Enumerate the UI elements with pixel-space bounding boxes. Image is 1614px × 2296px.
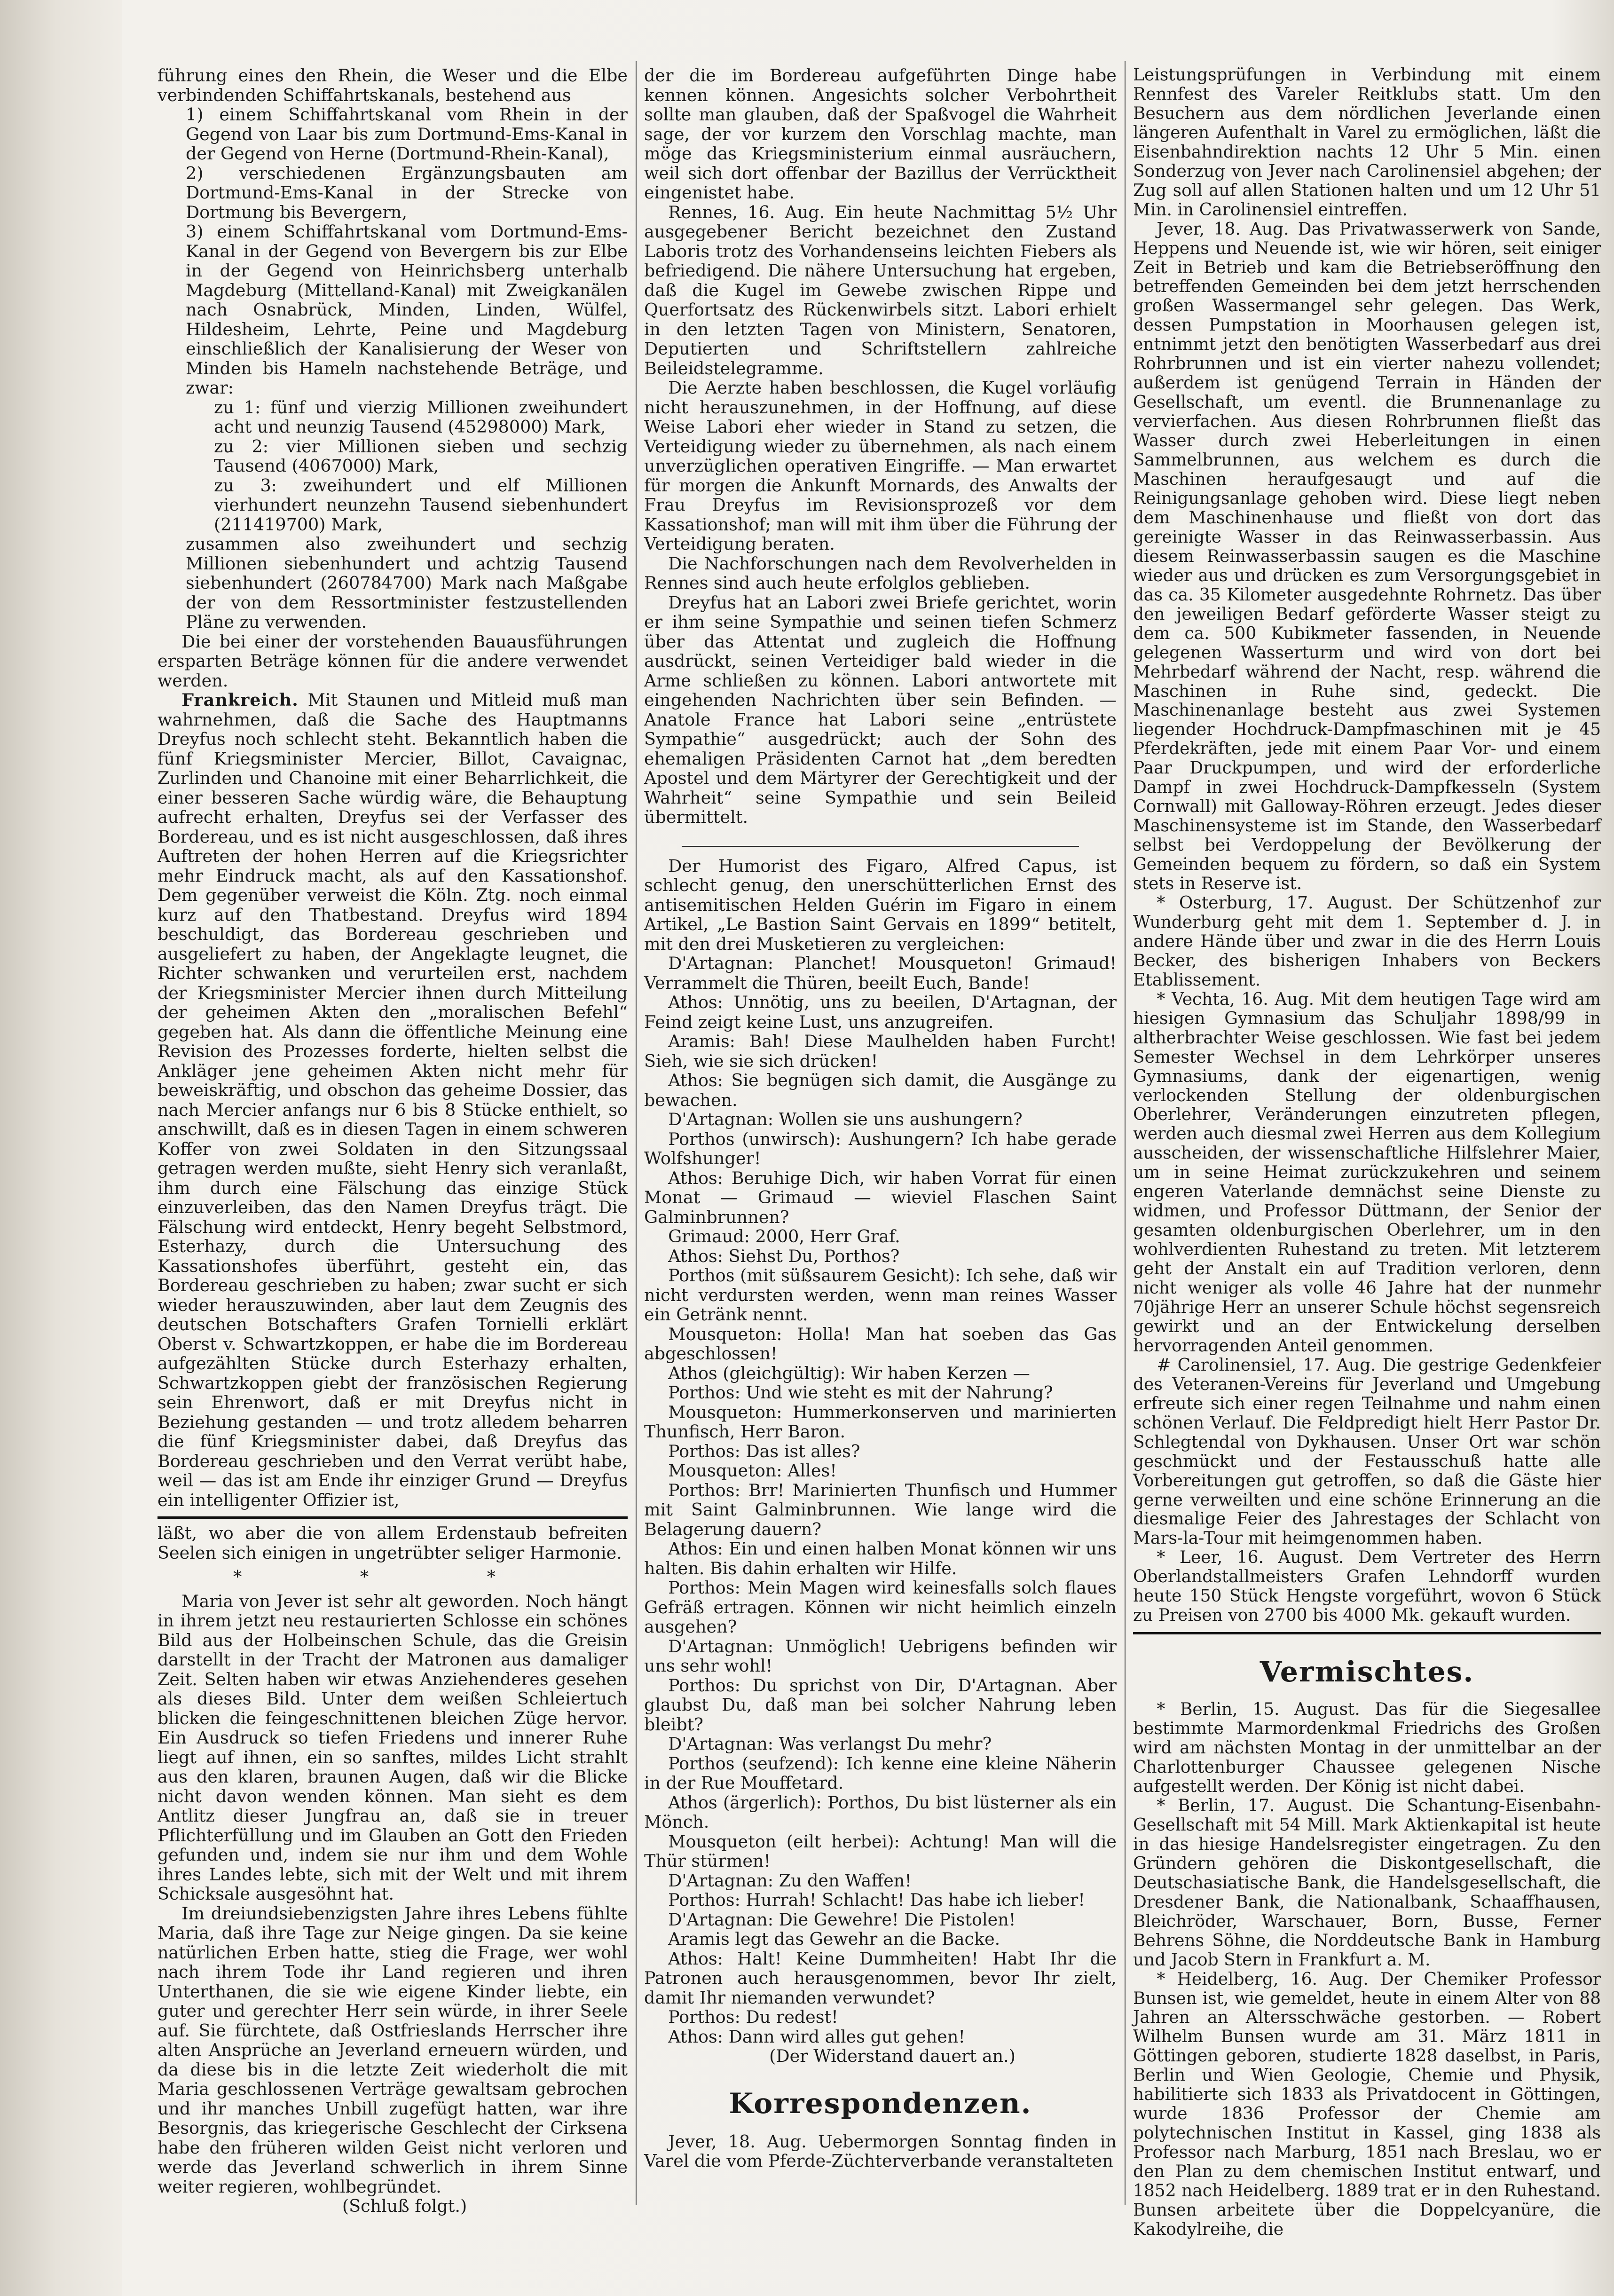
dialogue-line: Athos (gleichgültig): Wir haben Kerzen —: [668, 1363, 1030, 1383]
dialogue-line: Athos: Sie begnügen sich damit, die Ausgänge zu bewachen.: [644, 1070, 1117, 1110]
dialogue-line: Athos: Unnötig, uns zu beeilen, D'Artagnan, der Feind zeigt keine Lust, uns anzugreifen.: [644, 992, 1117, 1032]
carolinensiel-report: # Carolinensiel, 17. Aug. Die gestrige Gedenkfeier des Veteranen-Vereins für Jeverland und Umgebung erfreute sich einer regen Teilnahme und nahm einen schönen Verlauf. Die Feldpredigt hielt Herr Pastor Dr. Schlegtendal von Dykhausen. Unser Ort war schön geschmückt und der Festausschuß hatte alle Vorbereitungen gut getroffen, so daß die Gäste hier gerne verweilten und eine schöne Erinnerung an die diesmalige Feier des Jahrestages der Schlacht von Mars-la-Tour mit heimgenommen haben.: [1133, 1355, 1601, 1548]
dialogue-line: D'Artagnan: Planchet! Mousqueton! Grimaud! Verrammelt die Thüren, beeilt Euch, Bande!: [644, 953, 1117, 993]
dialogue-line: Athos (ärgerlich): Porthos, Du bist lüsterner als ein Mönch.: [644, 1792, 1117, 1832]
amount-3: zu 3: zweihundert und elf Millionen vierhundert neunzehn Tausend siebenhundert (211419700) Mark,: [214, 475, 628, 535]
widerstand-note: (Der Widerstand dauert an.): [769, 2046, 1016, 2066]
dialogue-line: Porthos: Und wie steht es mit der Nahrung?: [668, 1382, 1053, 1403]
aerzte-paragraph: Die Aerzte haben beschlossen, die Kugel vorläufig nicht herauszunehmen, in der Hoffnung, auf diese Weise Labori eher wieder in Stand zu setzen, die Verteidigung wieder zu übernehmen, als nach einem unverzüglichen operativen Eingriffe. — Man erwartet für morgen die Ankunft Mornards, des Anwalts der Frau Dreyfus im Revisionsprozeß vor dem Kassationshof; man will mit ihm über die Führung der Verteidigung beraten.: [644, 378, 1117, 554]
vermischtes-rule: [1133, 1632, 1601, 1634]
dialogue-line: Mousqueton (eilt herbei): Achtung! Man will die Thür stürmen!: [644, 1831, 1117, 1871]
savings-paragraph: Die bei einer der vorstehenden Bauausführungen ersparten Beträge können für die andere verwendet werden.: [157, 631, 628, 691]
dialogue-line: Porthos: Brr! Marinierten Thunfisch und Hummer mit Saint Galminbrunnen. Wie lange wird die Belagerung dauern?: [644, 1480, 1117, 1539]
dialogue-line: D'Artagnan: Die Gewehre! Die Pistolen!: [668, 1909, 1016, 1930]
column-1: [157, 66, 628, 2216]
leer-report: * Leer, 16. August. Dem Vertreter des Herrn Oberlandstallmeisters Grafen Lehndorff wurden heute 150 Stück Hengste vorgeführt, wovon 6 Stück zu Preisen von 2700 bis 4000 Mk. gekauft wurden.: [1133, 1548, 1601, 1625]
column-divider-1: [636, 61, 637, 2205]
dialogue-line: Aramis legt das Gewehr an die Backe.: [668, 1929, 1000, 1949]
berlin-report-2: * Berlin, 17. August. Die Schantung-Eisenbahn-Gesellschaft mit 54 Mill. Mark Aktienkapital ist heute in das hiesige Handelsregister eingetragen. Zu den Gründern gehören die Diskontgesellschaft, die Deutschasiatische Bank, die Handelsgesellschaft, die Dresdener Bank, die Nationalbank, Schaaffhausen, Bleichröder, Warschauer, Born, Busse, Ferner Behrens Söhne, die Norddeutsche Bank in Hamburg und Jacob Stern in Frankfurt a. M.: [1133, 1796, 1601, 1970]
dialogue-line: Porthos: Das ist alles?: [668, 1441, 860, 1461]
dialogue-line: D'Artagnan: Was verlangst Du mehr?: [668, 1734, 992, 1754]
humorist-intro: Der Humorist des Figaro, Alfred Capus, ist schlecht genug, den unerschütterlichen Ernst des antisemitischen Helden Guérin im Figaro in einem Artikel, „Le Bastion Saint Gervais en 1899“ betitelt, mit den drei Musketieren zu vergleichen:: [644, 855, 1117, 954]
vermischtes-heading: Vermischtes.: [1260, 1656, 1474, 1689]
dialogue-line: Porthos (seufzend): Ich kenne eine kleine Näherin in der Rue Mouffetard.: [644, 1753, 1117, 1793]
berlin-report-1: * Berlin, 15. August. Das für die Siegesallee bestimmte Marmordenkmal Friedrichs des Großen wird am nächsten Montag in der unmittelbar an der Charlottenburger Chaussee gelegenen Nische aufgestellt werden. Der König ist nicht dabei.: [1133, 1700, 1601, 1797]
heidelberg-report: * Heidelberg, 16. Aug. Der Chemiker Professor Bunsen ist, wie gemeldet, heute in einem Alter von 88 Jahren an Altersschwäche gestorben. — Robert Wilhelm Bunsen wurde am 31. März 1811 in Göttingen geboren, studierte 1828 daselbst, in Paris, Berlin und Wien Geologie, Chemie und Physik, habilitierte sich 1833 als Privatdocent in Göttingen, wurde 1836 Professor der Chemie am polytechnischen Institut in Kassel, ging 1838 als Professor nach Marburg, 1851 nach Breslau, wo er den Plan zu dem chemischen Institut entwarf, und 1852 nach Heidelberg. 1889 trat er in den Ruhestand. Bunsen arbeitete über die Doppelcyanüre, die Kakodylreihe, die: [1133, 1969, 1601, 2239]
feuilleton-rule: [157, 1516, 628, 1519]
column-divider-2: [1125, 61, 1126, 2205]
column-3: [1133, 66, 1601, 2240]
maria-paragraph-1: Maria von Jever ist sehr alt geworden. Noch hängt in ihrem jetzt neu restaurierten Schlosse ein schönes Bild aus der Holbeinschen Schule, das die Greisin darstellt in der Tracht der Matronen aus damaliger Zeit. Selten haben wir etwas Anziehenderes gesehen als dieses Bild. Unter dem weißen Schleiertuch blicken die feingeschnittenen bleichen Züge hervor. Ein Ausdruck so tiefen Friedens und innerer Ruhe liegt auf ihnen, ein so sanftes, mildes Licht strahlt aus den klaren, braunen Augen, daß wir die Blicke nicht davon wenden können. Man sieht es dem Antlitz dieser Jungfrau an, daß sie in treuer Pflichterfüllung und im Glauben an Gott den Frieden gefunden und, indem sie nur ihm und dem Wohle ihres Landes lebte, sich mit der Welt und mit ihrem Schicksale ausgesöhnt hat.: [157, 1591, 628, 1904]
osterburg-report: * Osterburg, 17. August. Der Schützenhof zur Wunderburg geht mit dem 1. September d. J. in andere Hände über und zwar in die des Herrn Louis Becker, des bisherigen Inhabers von Beckers Etablissement.: [1133, 893, 1601, 990]
dialogue-line: Athos: Halt! Keine Dummheiten! Habt Ihr die Patronen auch herausgenommen, bevor Ihr zielt, damit Ihr niemanden verwundet?: [644, 1948, 1117, 2008]
dialogue-line: Aramis: Bah! Diese Maulhelden haben Furcht! Sieh, wie sie sich drücken!: [644, 1031, 1117, 1071]
musketeer-dialogue: [644, 954, 1117, 2046]
dialogue-line: D'Artagnan: Zu den Waffen!: [668, 1870, 912, 1891]
dialogue-line: Porthos: Du redest!: [668, 2007, 838, 2027]
dialogue-line: D'Artagnan: Wollen sie uns aushungern?: [668, 1109, 1023, 1129]
amount-1: zu 1: fünf und vierzig Millionen zweihundert acht und neunzig Tausend (45298000) Mark,: [214, 397, 628, 437]
dialogue-line: Mousqueton: Holla! Man hat soeben das Gas abgeschlossen!: [644, 1324, 1117, 1364]
dreyfus-letters: Dreyfus hat an Labori zwei Briefe gerichtet, worin er ihm seine Sympathie und seinen tiefen Schmerz über das Attentat und zugleich die Hoffnung ausdrückt, seinen Verteidiger bald wieder in die Arme schließen zu können. Labori antwortete mit eingehenden Nachrichten über sein Befinden. — Anatole France hat Labori seine „entrüstete Sympathie“ ausgedrückt; auch der Sohn des ehemaligen Präsidenten Carnot hat „dem beredten Apostel und dem Märtyrer der Gerechtigkeit und der Wahrheit“ seine Sympathie und sein Beileid übermittelt.: [644, 592, 1117, 827]
canal-item-3: 3) einem Schiffahrtskanal vom Dortmund-Ems-Kanal in der Gegend von Bevergern bis zur Elbe in der Gegend von Heinrichsberg unterhalb Magdeburg (Mittelland-Kanal) mit Zweigkanälen nach Osnabrück, Minden, Linden, Wülfel, Hildesheim, Lehrte, Peine und Magdeburg einschließlich der Kanalisierung der Weser von Minden bis Hameln nachstehende Beträge, und zwar:: [186, 221, 628, 398]
dialogue-line: Athos: Siehst Du, Porthos?: [668, 1246, 900, 1266]
dialogue-line: Athos: Dann wird alles gut gehen!: [668, 2026, 965, 2047]
column-2: [644, 66, 1117, 2171]
dialogue-line: Mousqueton: Hummerkonserven und marinierten Thunfisch, Herr Baron.: [644, 1402, 1117, 1442]
dialogue-line: D'Artagnan: Unmöglich! Uebrigens befinden wir uns sehr wohl!: [644, 1636, 1117, 1676]
schluss-folgt: (Schluß folgt.): [342, 2196, 467, 2216]
dialogue-line: Porthos: Hurrah! Schlacht! Das habe ich lieber!: [668, 1890, 1085, 1910]
jever-waterworks-report: Jever, 18. Aug. Das Privatwasserwerk von Sande, Heppens und Neuende ist, wie wir hören, seit einiger Zeit in Betrieb und kam die Betriebseröffnung den betreffenden Gemeinden bei dem jetzt herrschenden großen Wassermangel sehr gelegen. Das Werk, dessen Pumpstation in Moorhausen gelegen ist, entnimmt jetzt den benötigten Wasserbedarf aus drei Rohrbrunnen und ist ein vierter nahezu vollendet; außerdem ist genügend Terrain in Händen der Gesellschaft, um eventl. die Brunnenanlage zu vervierfachen. Aus diesen Rohrbrunnen fließt das Wasser durch zwei Heberleitungen in einen Sammelbrunnen, aus welchem es durch die Maschinen heraufgesaugt und auf die Reinigungsanlage gehoben wird. Diese liegt neben dem Maschinenhause und fließt von dort das gereinigte Wasser in das Reinwasserbassin. Aus diesem Reinwasserbassin saugen es die Maschine wieder aus und drücken es zum Versorgungsgebiet in das ca. 35 Kilometer ausgedehnte Rohrnetz. Das über den jeweiligen Bedarf geförderte Wasser steigt zu dem ca. 500 Kubikmeter fassenden, in Neuende gelegenen Wasserturm und wird von dort bei Mehrbedarf während der Nacht, resp. während die Maschinen in Ruhe sind, gedeckt. Die Maschinenanlage besteht aus zwei Systemen liegender Hochdruck-Dampfmaschinen mit je 45 Pferdekräften, jede mit einem Paar Vor- und einem Paar Druckpumpen, und wird der erforderliche Dampf in zwei Hochdruck-Dampfkesseln (System Cornwall) mit Galloway-Röhren erzeugt. Jedes dieser Maschinensysteme ist im Stande, den Wasserbedarf selbst bei Verdoppelung der Bevölkerung der Gemeinden bequem zu fördern, so daß ein System stets in Reserve ist.: [1133, 219, 1601, 894]
dialogue-line: Grimaud: 2000, Herr Graf.: [668, 1226, 900, 1247]
dialogue-line: Porthos (unwirsch): Aushungern? Ich habe gerade Wolfshunger!: [644, 1128, 1117, 1168]
dialogue-line: Porthos: Du sprichst von Dir, D'Artagnan. Aber glaubst Du, daß man bei solcher Nahrung leben bleibt?: [644, 1675, 1117, 1735]
jever-varel-continuation: Leistungsprüfungen in Verbindung mit einem Rennfest des Vareler Reitklubs statt. Um den Besuchern aus dem nördlichen Jeverlande einen längeren Aufenthalt in Varel zu ermöglichen, läßt die Eisenbahndirektion nachts 12 Uhr 5 Min. einen Sonderzug von Jever nach Carolinensiel abgehen; der Zug soll auf allen Stationen halten und um 12 Uhr 51 Min. in Carolinensiel eintreffen.: [1133, 65, 1601, 220]
dialogue-line: Porthos: Mein Magen wird keinesfalls solch flaues Gefräß ertragen. Können wir nicht heimlich einzeln ausgehen?: [644, 1578, 1117, 1637]
separator-rule: [682, 846, 1079, 847]
frankreich-body: Mit Staunen und Mitleid muß man wahrnehmen, daß die Sache des Hauptmanns Dreyfus noch schlecht steht. Bekanntlich haben die fünf Kriegsminister Mercier, Billot, Cavaignac, Zurlinden und Chanoine mit einer Beharrlichkeit, die einer besseren Sache würdig wäre, die Behauptung aufrecht erhalten, Dreyfus sei der Verfasser des Bordereau, und es ist nicht ausgeschlossen, daß ihres Auftreten der hohen Herren auf die Kriegsrichter mehr Eindruck macht, als auf den Kassationshof. Dem gegenüber verweist die Köln. Ztg. noch einmal kurz auf den Thatbestand. Dreyfus wird 1894 beschuldigt, das Bordereau geschrieben und ausgeliefert zu haben, der Angeklagte leugnet, die Richter schwanken und verurteilen erst, nachdem der Kriegsminister Mercier ihnen durch Mitteilung der geheimen Akten den „moralischen Befehl“ gegeben hat. Als dann die öffentliche Meinung eine Revision des Prozesses forderte, hielten selbst die Ankläger jene geheimen Akten nicht mehr für beweiskräftig, und obschon das geheime Dossier, das nach Mercier anfangs nur 6 bis 8 Stücke enthielt, so anschwillt, daß es in diesen Tagen in einem schweren Koffer von zwei Soldaten in den Sitzungssaal getragen werden mußte, sieht Henry sich veranlaßt, ihm durch eine Fälschung das einzige Stück einzuverleiben, das den Namen Dreyfus trägt. Die Fälschung wird entdeckt, Henry begeht Selbstmord, Esterhazy, durch die Untersuchung des Kassationshofes überführt, gesteht ein, das Bordereau geschrieben zu haben; zwar sucht er sich wieder herauszuwinden, aber laut dem Zeugnis des deutschen Botschafters Grafen Tornielli erklärt Oberst v. Schwartzkoppen, er habe die im Bordereau aufgezählten Stücke durch Esterhazy erhalten, Schwartzkoppen giebt der französischen Regierung sein Ehrenwort, daß er mit Dreyfus nicht in Beziehung gestanden — und trotz alledem beharren die fünf Kriegsminister dabei, daß Dreyfus das Bordereau geschrieben und den Verrat verübt habe, weil — das ist am Ende ihr einziger Grund — Dreyfus ein intelligenter Offizier ist,: [157, 690, 628, 1510]
rennes-report: Rennes, 16. Aug. Ein heute Nachmittag 5½ Uhr ausgegebener Bericht bezeichnet den Zustand Laboris trotz des Vorhandenseins leichten Fiebers als befriedigend. Die nähere Untersuchung hat ergeben, daß die Kugel im Gewebe zwischen Rippe und Querfortsatz des Rückenwirbels sitzt. Labori erhielt in den letzten Tagen von Ministern, Senatoren, Deputierten und Schriftstellern zahlreiche Beileidstelegramme.: [644, 202, 1117, 379]
jever-varel-report: Jever, 18. Aug. Uebermorgen Sonntag finden in Varel die vom Pferde-Züchterverbande veranstalteten: [644, 2131, 1117, 2171]
canal-intro: führung eines den Rhein, die Weser und die Elbe verbindenden Schiffahrtskanals, bestehend aus: [157, 65, 628, 105]
canal-item-2: 2) verschiedenen Ergänzungsbauten am Dortmund-Ems-Kanal in der Strecke von Dortmung bis Bevergern,: [186, 163, 628, 222]
nachforschungen-paragraph: Die Nachforschungen nach dem Revolverhelden in Rennes sind auch heute erfolglos geblieben.: [644, 553, 1117, 593]
korrespondenzen-heading: Korrespondenzen.: [729, 2087, 1032, 2120]
maria-paragraph-2: Im dreiundsiebenzigsten Jahre ihres Lebens fühlte Maria, daß ihre Tage zur Neige gingen. Da sie keine natürlichen Erben hatte, stieg die Frage, wer wohl nach ihrem Tode ihr Land regieren und ihren Unterthanen, die sie wie eigene Kinder liebte, ein guter und gerechter Herr sein würde, in ihrer Seele auf. Sie fürchtete, daß Ostfrieslands Herrscher ihre alten Ansprüche an Jeverland erneuern würden, und da diese bis in die letzte Zeit wiederholt die mit Maria geschlossenen Verträge gewaltsam gebrochen und ihr manches Unbill zugefügt hatten, war ihre Besorgnis, das kriegerische Geschlecht der Cirksena habe den früheren wilden Geist nicht verloren und werde das Jeverland schwerlich in ihrem Sinne weiter regieren, wohlbegründet.: [157, 1903, 628, 2197]
frankreich-article: [157, 690, 628, 1510]
dreyfus-continuation: der die im Bordereau aufgeführten Dinge habe kennen können. Angesichts solcher Verbohrtheit sollte man glauben, daß der Spaßvogel die Wahrheit sage, der vor kurzem den Vorschlag machte, man möge das Kriegsministerium einmal ausräuchern, weil sich dort offenbar der Bazillus der Verrücktheit eingenistet habe.: [644, 65, 1117, 203]
amount-2: zu 2: vier Millionen sieben und sechzig Tausend (4067000) Mark,: [214, 436, 628, 476]
dialogue-line: Athos: Beruhige Dich, wir haben Vorrat für einen Monat — Grimaud — wieviel Flaschen Saint Galminbrunnen?: [644, 1168, 1117, 1227]
dialogue-line: Mousqueton: Alles!: [668, 1460, 837, 1481]
canal-item-1: 1) einem Schiffahrtskanal vom Rhein in der Gegend von Laar bis zum Dortmund-Ems-Kanal in der Gegend von Herne (Dortmund-Rhein-Kanal),: [186, 104, 628, 164]
section-stars: * * *: [233, 1567, 552, 1587]
dialogue-line: Athos: Ein und einen halben Monat können wir uns halten. Bis dahin erhalten wir Hilfe.: [644, 1539, 1117, 1578]
dialogue-line: Porthos (mit süßsaurem Gesicht): Ich sehe, daß wir nicht verdursten werden, wenn man reines Wasser ein Getränk nennt.: [644, 1265, 1117, 1325]
vechta-report: * Vechta, 16. Aug. Mit dem heutigen Tage wird am hiesigen Gymnasium das Schuljahr 1898/99 in altherbrachter Weise geschlossen. Wie fast bei jedem Semester Wechsel in dem Lehrkörper unseres Gymnasiums, dank der eigenartigen, wenig verlockenden Stellung der oldenburgischen Oberlehrer, Veränderungen einzutreten pflegen, werden auch diesmal zwei Herren aus dem Kollegium ausscheiden, der wissenschaftliche Hilfslehrer Maier, um in seine Heimat zurückzukehren und seinem engeren Vaterlande demnächst seine Dienste zu widmen, und Professor Düttmann, der Senior der gesamten oldenburgischen Oberlehrer, um in den wohlverdienten Ruhestand zu treten. Mit letzterem geht der Anstalt ein auf Tradition verloren, denn nicht weniger als volle 46 Jahre hat der nunmehr 70jährige Herr an unserer Schule höchst segensreich gewirkt und an der Entwickelung derselben hervorragenden Anteil genommen.: [1133, 989, 1601, 1356]
binding-gutter: [0, 0, 122, 2296]
frankreich-heading: Frankreich.: [181, 690, 299, 710]
amount-sum: zusammen also zweihundert und sechzig Millionen siebenhundert und achtzig Tausend siebenhundert (260784700) Mark nach Maßgabe der von dem Ressortminister festzustellenden Pläne zu verwenden.: [186, 534, 628, 632]
feuilleton-continuation: läßt, wo aber die von allem Erdenstaub befreiten Seelen sich einigen in ungetrübter seliger Harmonie.: [157, 1523, 628, 1563]
